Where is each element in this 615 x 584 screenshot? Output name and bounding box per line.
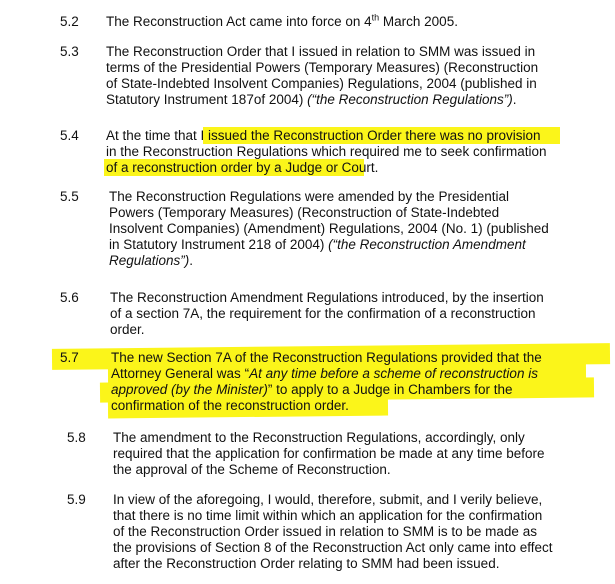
paragraph-line: The Reconstruction Order that I issued in relation to SMM was issued in bbox=[106, 44, 536, 59]
paragraph-number: 5.8 bbox=[67, 430, 86, 445]
paragraph-line: after the Reconstruction Order relating to SMM had been issued. bbox=[113, 556, 500, 571]
paragraph-number: 5.2 bbox=[60, 14, 79, 29]
paragraph-line: Regulations”). bbox=[109, 253, 194, 268]
paragraph-line: Insolvent Companies) (Amendment) Regulations, 2004 (No. 1) (published bbox=[109, 221, 549, 236]
paragraph-line: The amendment to the Reconstruction Regulations, accordingly, only bbox=[113, 430, 525, 445]
paragraph-line: The Reconstruction Amendment Regulations introduced, by the insertion bbox=[110, 290, 544, 305]
paragraph-line: the provisions of Section 8 of the Reconstruction Act only came into effect bbox=[113, 540, 553, 555]
paragraph-number: 5.9 bbox=[67, 492, 86, 507]
paragraph-line: in Statutory Instrument 218 of 2004) (“the Reconstruction Amendment bbox=[109, 237, 526, 252]
paragraph-line: of a reconstruction order by a Judge or Court. bbox=[106, 160, 379, 175]
paragraph-line: The Reconstruction Regulations were amended by the Presidential bbox=[109, 189, 509, 204]
paragraph-line: required that the application for confirmation be made at any time before bbox=[113, 446, 545, 461]
paragraph-line: The Reconstruction Act came into force on 4th March 2005. bbox=[106, 12, 458, 29]
paragraph-line: of the Reconstruction Order issued in relation to SMM is to be made as bbox=[113, 524, 537, 539]
paragraph-line: Attorney General was “At any time before a scheme of reconstruction is bbox=[111, 366, 538, 381]
paragraph-line: of a section 7A, the requirement for the confirmation of a reconstruction bbox=[110, 306, 536, 321]
paragraph-line: Powers (Temporary Measures) (Reconstruction of State-Indebted bbox=[109, 205, 500, 220]
paragraph-line: order. bbox=[110, 322, 145, 337]
paragraph-number: 5.6 bbox=[60, 290, 79, 305]
paragraph-line: of State-Indebted Insolvent Companies) Regulations, 2004 (published in bbox=[106, 76, 537, 91]
paragraph-line: the approval of the Scheme of Reconstruction. bbox=[113, 462, 391, 477]
paragraph-number: 5.4 bbox=[60, 128, 79, 143]
paragraph-line: that there is no time limit within which an application for the confirmation bbox=[113, 508, 543, 523]
paragraph-line: confirmation of the reconstruction order. bbox=[111, 398, 349, 413]
paragraph-line: In view of the aforegoing, I would, therefore, submit, and I verily believe, bbox=[113, 492, 543, 507]
paragraph-line: in the Reconstruction Regulations which required me to seek confirmation bbox=[106, 144, 547, 159]
paragraph-number: 5.3 bbox=[60, 44, 79, 59]
paragraph-line: terms of the Presidential Powers (Temporary Measures) (Reconstruction bbox=[106, 60, 539, 75]
paragraph-line: approved (by the Minister)” to apply to a Judge in Chambers for the bbox=[111, 382, 513, 397]
paragraph-number: 5.5 bbox=[60, 189, 79, 204]
paragraph-line: At the time that I issued the Reconstruction Order there was no provision bbox=[106, 128, 541, 143]
paragraph-line: The new Section 7A of the Reconstruction Regulations provided that the bbox=[111, 350, 542, 365]
paragraph-line: Statutory Instrument 187of 2004) (“the Reconstruction Regulations”). bbox=[106, 92, 517, 107]
paragraph-number: 5.7 bbox=[60, 350, 79, 365]
